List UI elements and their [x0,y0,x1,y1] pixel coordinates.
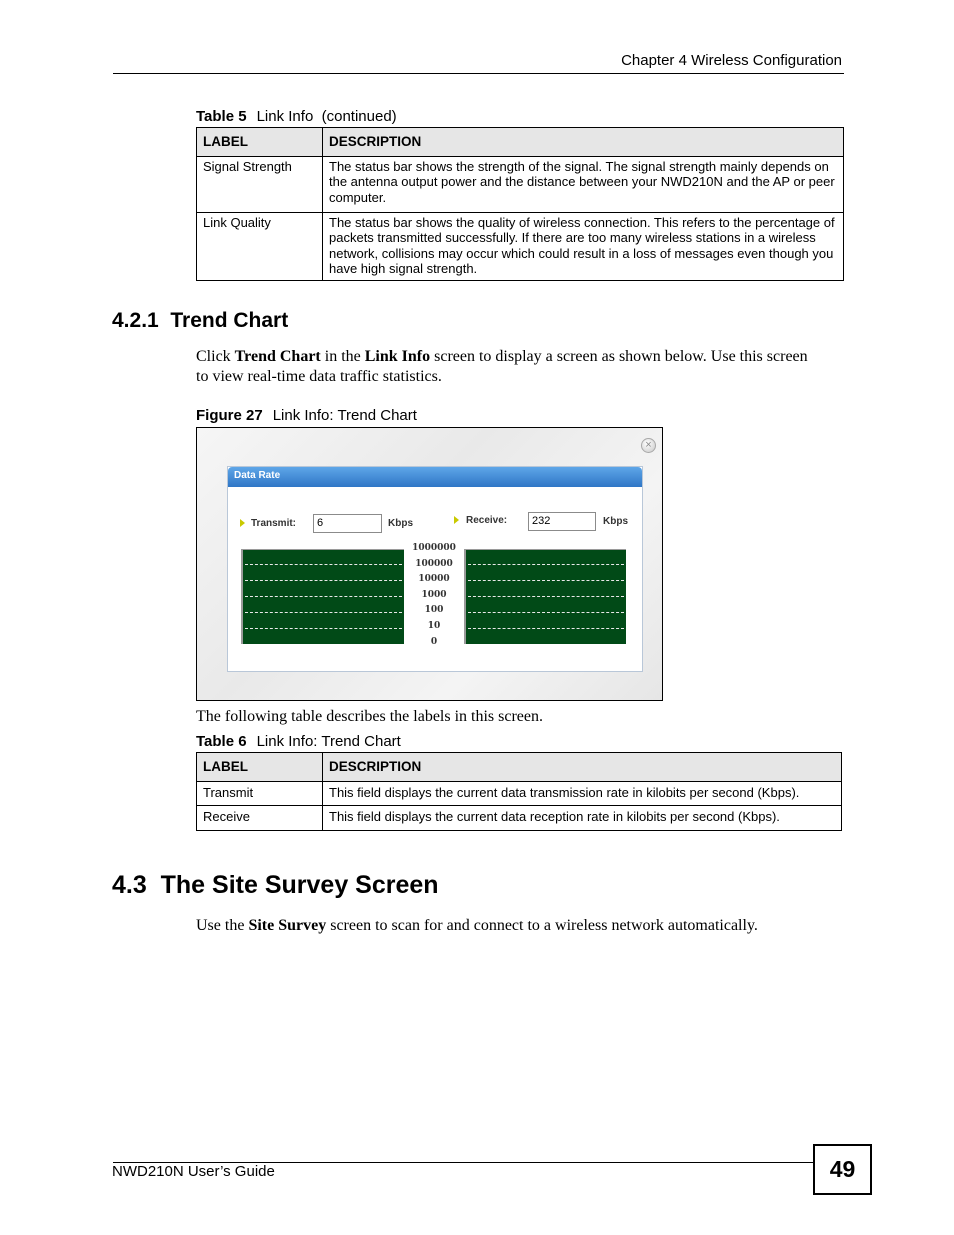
header-rule [113,73,844,74]
page-number: 49 [813,1144,872,1195]
scale-label: 1000 [421,589,447,600]
transmit-field[interactable]: 6 [313,514,382,533]
table-row [197,212,844,280]
scale-label: 0 [430,636,438,647]
grid-line [468,596,624,597]
table5-col-label: LABEL [197,128,323,157]
grid-line [468,580,624,581]
table5-col-description: DESCRIPTION [323,128,844,157]
figure27-caption [196,407,417,424]
receive-field[interactable]: 232 [528,512,596,531]
table-cell-description: The status bar shows the quality of wireless connection. This refers to the percentage of packets transmitted successfully. If there are too many wireless stations in a wireless network, collisions may occur which could result in a loss of messages even though you have high signal strength. [323,212,844,280]
footer-guide-title: NWD210N User’s Guide [112,1163,275,1180]
text-run: Click [196,348,235,365]
text-run: screen to display a screen as shown below. Use this screen to view real-time data traffic statistics. [196,348,808,385]
table-cell-label: Transmit [197,781,323,806]
scale-label: 1000000 [412,543,456,553]
table-cell-label: Signal Strength [197,156,323,212]
scale-label: 100 [424,605,444,616]
grid-line [245,612,402,613]
scale-label: 10000 [418,574,450,585]
table6-col-label: LABEL [197,753,323,782]
figure-trend-chart-screenshot [196,427,663,701]
table5-title: Link Info (continued) [256,108,397,125]
scale-label: 10 [427,620,441,631]
table6-col-description: DESCRIPTION [323,753,842,782]
bold-term-trend-chart: Trend Chart [234,348,321,365]
receive-label: Receive: [466,515,508,526]
scale-label: 100000 [415,558,453,569]
table6 [196,752,842,831]
table5 [196,127,844,281]
bold-term-site-survey: Site Survey [248,917,327,934]
table-cell-description: This field displays the current data transmission rate in kilobits per second (Kbps). [323,781,842,806]
panel-title: Data Rate [234,470,281,481]
grid-line [468,564,624,565]
text-run: screen to scan for and connect to a wireless network automatically. [326,917,758,934]
bullet-arrow-icon [240,519,245,527]
running-header: Chapter 4 Wireless Configuration [621,52,842,69]
table5-header-row [197,128,844,157]
transmit-unit: Kbps [388,518,413,529]
transmit-label: Transmit: [251,518,297,529]
transmit-trend-graph [241,549,404,644]
table-cell-description: The status bar shows the strength of the signal. The signal strength mainly depends on the antenna output power and the distance between your NWD210N and the AP or peer computer. [323,156,844,212]
table-row [197,781,842,806]
grid-line [468,612,624,613]
section-heading-site-survey: 4.3 The Site Survey Screen [112,871,439,899]
table6-header-row [197,753,842,782]
receive-trend-graph [464,549,626,644]
grid-line [245,564,402,565]
data-rate-panel [227,466,643,672]
receive-unit: Kbps [603,516,628,527]
table5-label: Table 5 [196,108,247,125]
table-cell-label: Link Quality [197,212,323,280]
grid-line [468,628,624,629]
table-row [197,156,844,212]
bold-term-link-info: Link Info [364,348,431,365]
close-icon[interactable]: × [641,438,656,453]
text-run: in the [320,348,365,365]
figure27-label: Figure 27 [196,407,263,424]
grid-line [245,596,402,597]
trend-chart-paragraph [196,347,816,387]
site-survey-paragraph [196,916,836,936]
rate-scale [404,543,464,652]
grid-line [245,580,402,581]
table5-caption [196,108,397,125]
table-row [197,806,842,831]
figure-followup-paragraph: The following table describes the labels in this screen. [196,708,544,725]
table6-caption [196,733,401,750]
section-heading-trend-chart: 4.2.1 Trend Chart [112,309,289,332]
figure27-title: Link Info: Trend Chart [272,407,417,424]
table6-label: Table 6 [196,733,247,750]
table6-title: Link Info: Trend Chart [256,733,401,750]
bullet-arrow-icon [454,516,459,524]
text-run: Use the [196,917,249,934]
table-cell-description: This field displays the current data reception rate in kilobits per second (Kbps). [323,806,842,831]
panel-title-bar [228,467,642,487]
grid-line [245,628,402,629]
table-cell-label: Receive [197,806,323,831]
